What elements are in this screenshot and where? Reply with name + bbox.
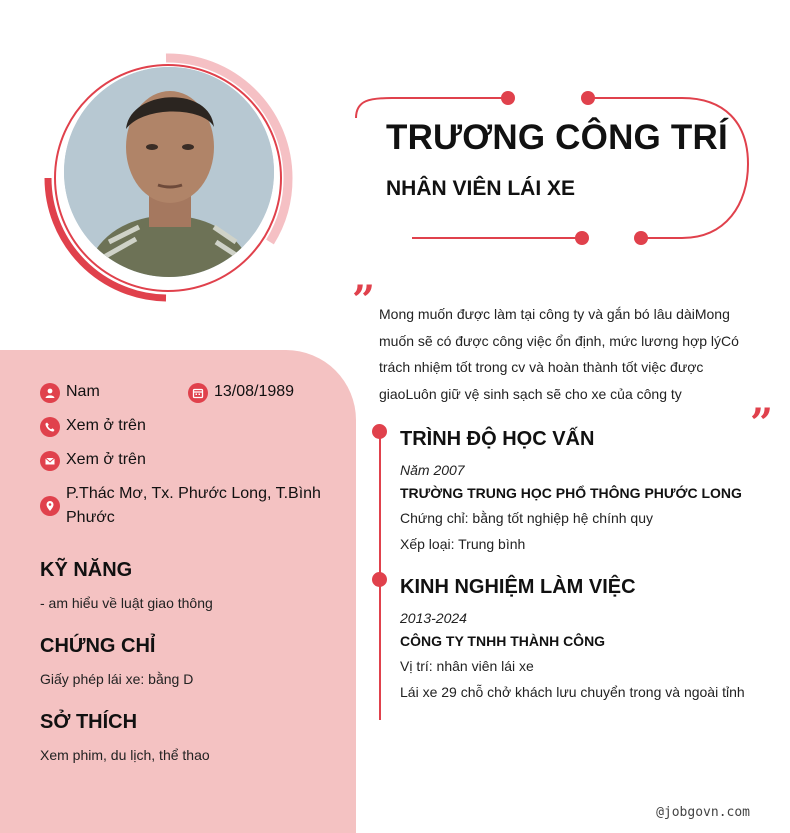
- hobbies-text: Xem phim, du lịch, thể thao: [40, 747, 210, 763]
- birthday-value: 13/08/1989: [214, 383, 295, 400]
- education-year: Năm 2007: [400, 462, 465, 478]
- certificates-text: Giấy phép lái xe: bằng D: [40, 671, 194, 687]
- career-objective: Mong muốn được làm tại công ty và gắn bó lâu dàiMong muốn sẽ có được công việc ổn định, mức lương hợp lýCó trách nhiệm tốt trong cv và hoàn thành tốt việc được giaoLuôn giữ vệ sinh sạch sẽ cho xe của công ty: [379, 306, 739, 402]
- location-pin-icon: [40, 496, 60, 516]
- experience-position: Vị trí: nhân viên lái xe: [400, 658, 534, 674]
- calendar-icon: [188, 383, 208, 403]
- email-value: Xem ở trên: [66, 451, 146, 468]
- certificates-title: CHỨNG CHỈ: [40, 635, 156, 657]
- candidate-name: TRƯƠNG CÔNG TRÍ: [386, 118, 728, 157]
- experience-company: CÔNG TY TNHH THÀNH CÔNG: [400, 633, 606, 649]
- education-title: TRÌNH ĐỘ HỌC VẤN: [400, 428, 595, 450]
- education-grade: Xếp loại: Trung bình: [400, 536, 526, 552]
- experience-title: KINH NGHIỆM LÀM VIỆC: [400, 576, 636, 598]
- education-certificate: Chứng chỉ: bằng tốt nghiệp hệ chính quy: [400, 510, 653, 526]
- birthday-row: [188, 382, 294, 404]
- user-icon: [40, 383, 60, 403]
- hobbies-title: SỞ THÍCH: [40, 711, 138, 733]
- address-row: [40, 484, 330, 530]
- skills-text: - am hiểu về luật giao thông: [40, 595, 213, 611]
- profile-photo: [64, 67, 274, 277]
- email-row: [40, 450, 146, 472]
- experience-period: 2013-2024: [400, 610, 467, 626]
- envelope-icon: [40, 451, 60, 471]
- phone-row: [40, 416, 146, 438]
- address-value: P.Thác Mơ, Tx. Phước Long, T.Bình Phước: [66, 485, 321, 526]
- header-frame: [352, 86, 756, 250]
- timeline-dot-education: [372, 424, 387, 439]
- quote-open-icon: ”: [352, 277, 376, 324]
- phone-icon: [40, 417, 60, 437]
- gender-row: [40, 382, 100, 404]
- experience-description: Lái xe 29 chỗ chở khách lưu chuyển trong và ngoài tỉnh: [400, 684, 745, 700]
- education-school: TRƯỜNG TRUNG HỌC PHỔ THÔNG PHƯỚC LONG: [400, 485, 742, 501]
- quote-close-icon: ”: [750, 400, 774, 447]
- skills-title: KỸ NĂNG: [40, 559, 133, 581]
- gender-value: Nam: [66, 383, 100, 400]
- job-title: NHÂN VIÊN LÁI XE: [386, 177, 576, 200]
- phone-value: Xem ở trên: [66, 417, 146, 434]
- timeline-dot-experience: [372, 572, 387, 587]
- watermark: @jobgovn.com: [656, 805, 750, 820]
